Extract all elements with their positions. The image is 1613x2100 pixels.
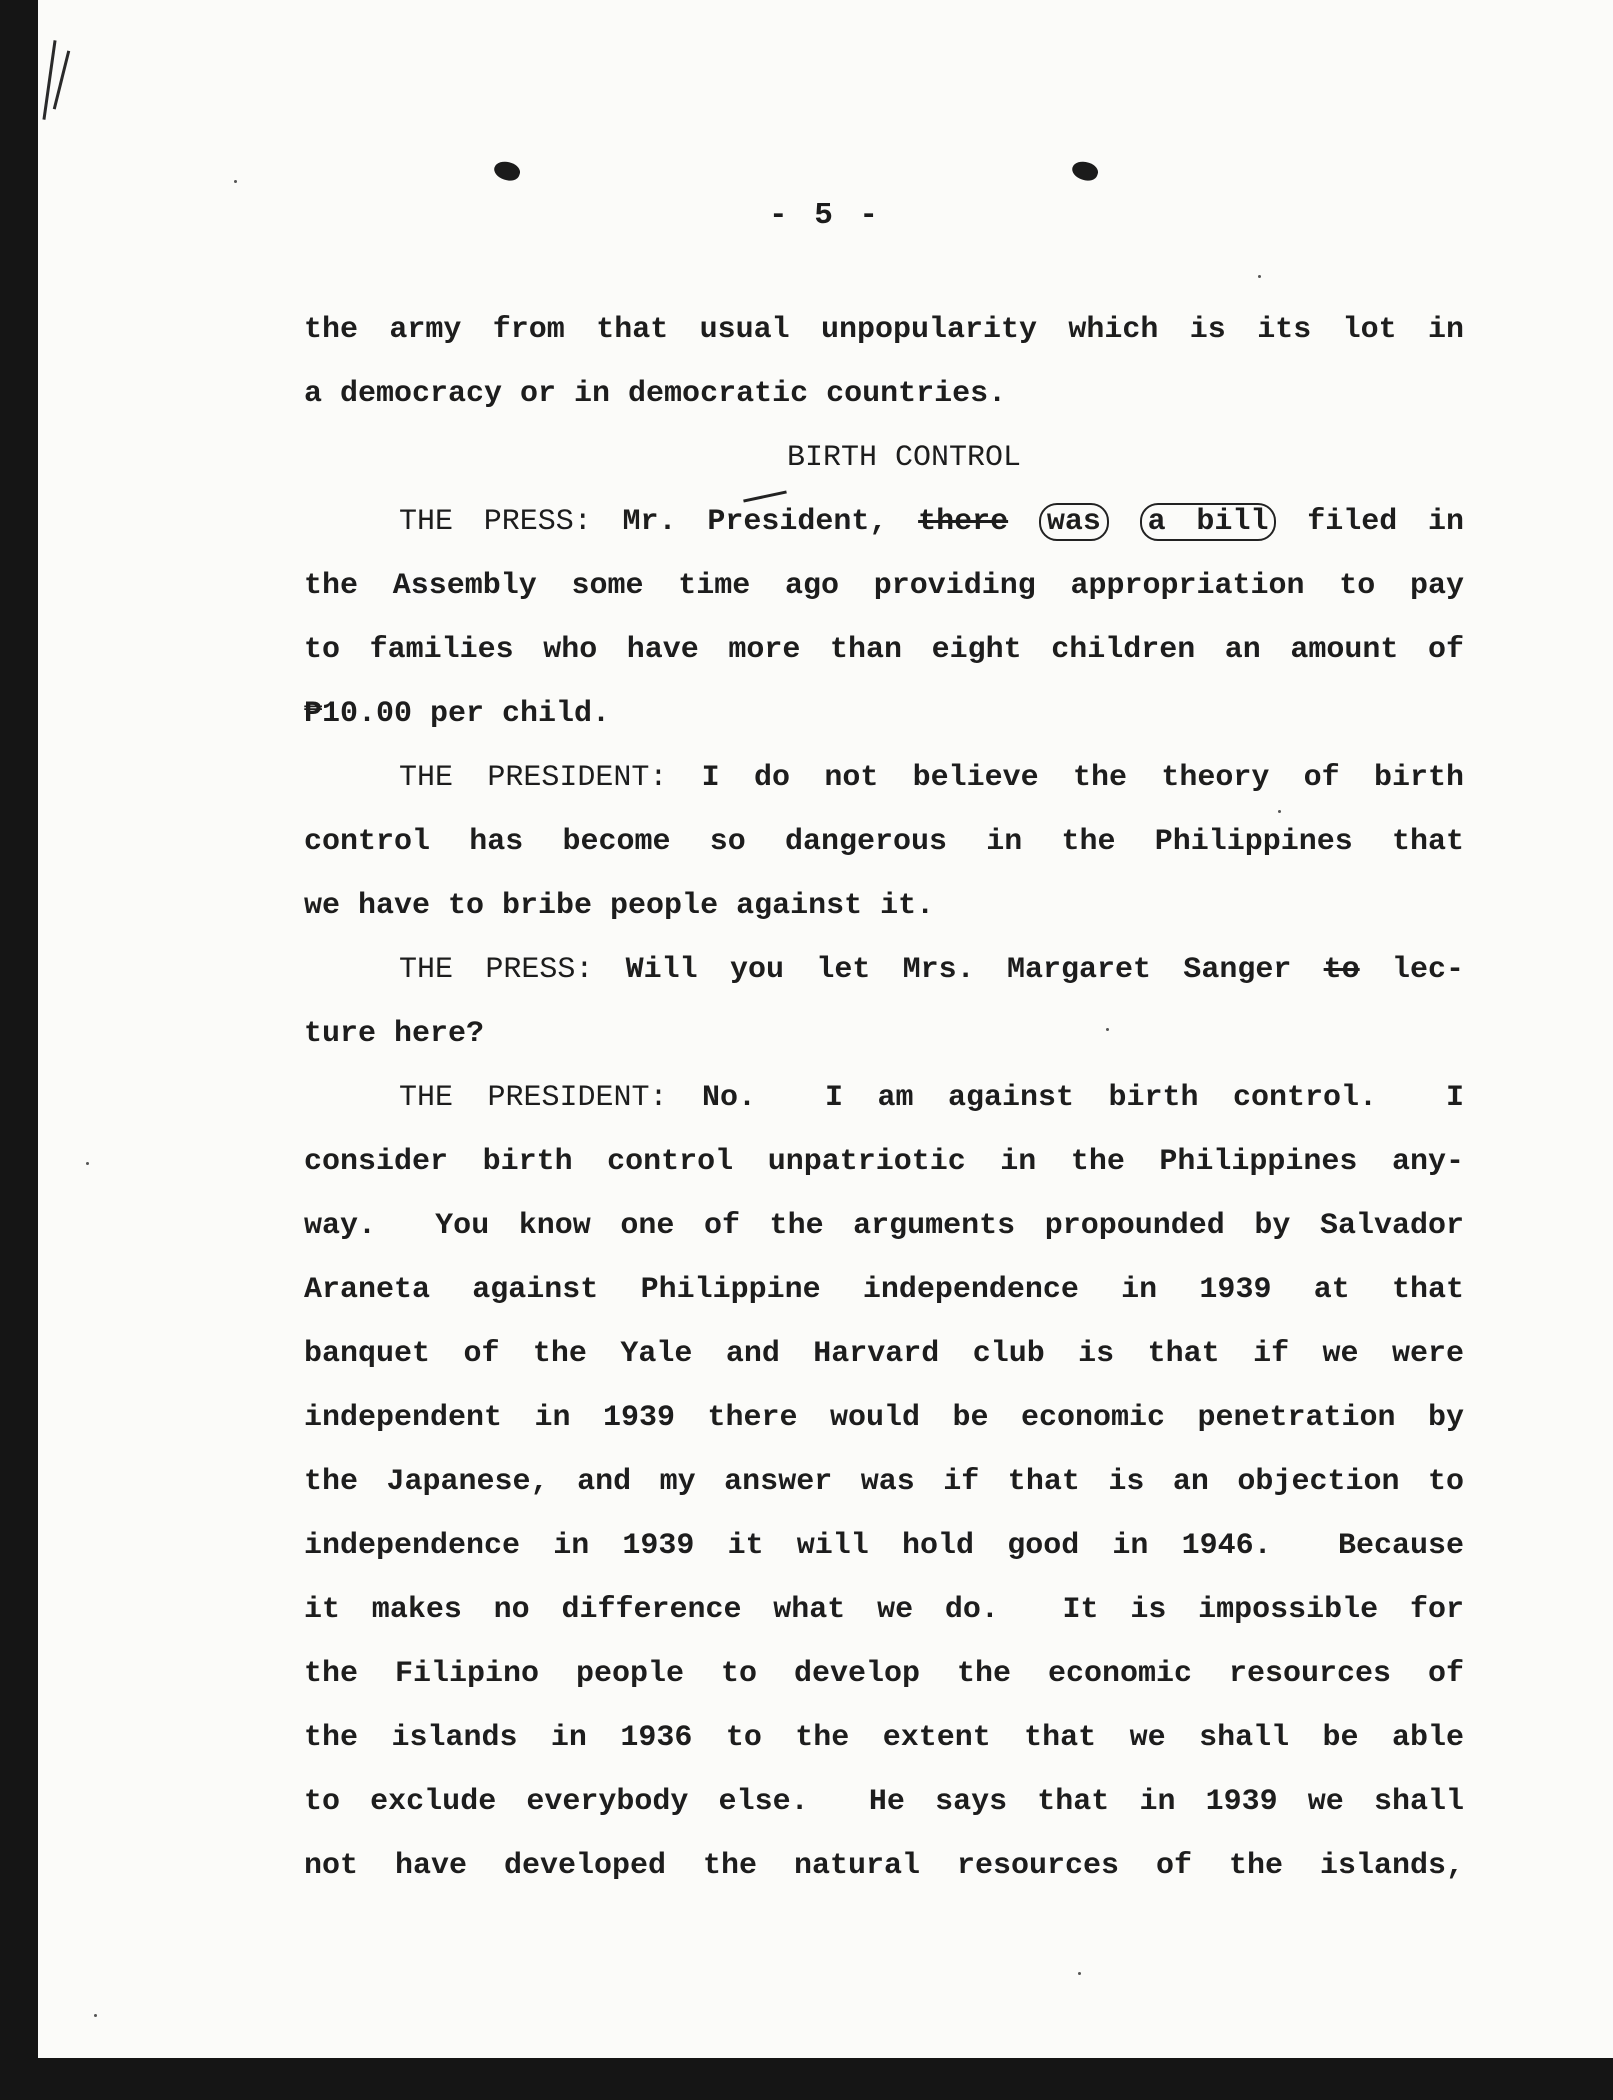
text-line bbox=[304, 1322, 1464, 1386]
text-run: Will you let Mrs. Margaret Sanger bbox=[593, 953, 1324, 987]
speck bbox=[94, 2014, 97, 2017]
text-run: the islands in 1936 to the extent that we shall be able bbox=[304, 1721, 1464, 1755]
text-line bbox=[304, 938, 1464, 1002]
text-run: consider birth control unpatriotic in the Philippines any- bbox=[304, 1145, 1464, 1179]
text-run: to exclude everybody else. He says that in 1939 we shall bbox=[304, 1785, 1464, 1819]
text-line bbox=[304, 1770, 1464, 1834]
speck bbox=[1258, 275, 1261, 278]
text-line bbox=[304, 1578, 1464, 1642]
struck-word: to bbox=[1323, 953, 1360, 987]
text-run: a democracy or in democratic countries. bbox=[304, 377, 1007, 411]
text-line bbox=[304, 362, 1464, 426]
text-run: independent in 1939 there would be economic penetration by bbox=[304, 1401, 1464, 1435]
text-run: banquet of the Yale and Harvard club is that if we were bbox=[304, 1337, 1464, 1371]
text-line bbox=[304, 1066, 1464, 1130]
text-line bbox=[304, 1834, 1464, 1898]
text-run: way. You know one of the arguments propounded by Salvador bbox=[304, 1209, 1464, 1243]
speaker-label: THE PRESIDENT: bbox=[399, 761, 668, 795]
text-run: No. I am against birth control. I bbox=[667, 1081, 1464, 1115]
text-run: ₱10.00 per child. bbox=[304, 697, 611, 731]
text-run bbox=[1008, 505, 1039, 539]
text-run: to families who have more than eight children an amount of bbox=[304, 633, 1464, 667]
text-line bbox=[304, 1194, 1464, 1258]
text-run: we have to bribe people against it. bbox=[304, 889, 935, 923]
text-line bbox=[304, 1450, 1464, 1514]
section-heading bbox=[304, 426, 1464, 490]
text-run: the Assembly some time ago providing appropriation to pay bbox=[304, 569, 1464, 603]
speck bbox=[86, 1162, 89, 1165]
text-run: lec- bbox=[1359, 953, 1465, 987]
speck bbox=[234, 180, 237, 183]
text-line bbox=[304, 1002, 1464, 1066]
text-line bbox=[304, 554, 1464, 618]
text-line bbox=[304, 810, 1464, 874]
text-run: the army from that usual unpopularity which is its lot in bbox=[304, 313, 1464, 347]
text-line bbox=[304, 618, 1464, 682]
punch-hole-left bbox=[492, 158, 522, 183]
text-line bbox=[304, 746, 1464, 810]
text-run bbox=[1109, 505, 1140, 539]
speaker-label: THE PRESIDENT: bbox=[399, 1081, 668, 1115]
text-line bbox=[304, 1258, 1464, 1322]
text-line bbox=[304, 1642, 1464, 1706]
text-run: Araneta against Philippine independence in 1939 at that bbox=[304, 1273, 1464, 1307]
text-run: BIRTH CONTROL bbox=[787, 441, 1022, 475]
text-line bbox=[304, 1386, 1464, 1450]
text-run: the Japanese, and my answer was if that is an objection to bbox=[304, 1465, 1464, 1499]
body-text bbox=[304, 298, 1464, 1898]
text-run: I do not believe the theory of birth bbox=[667, 761, 1464, 795]
text-line bbox=[304, 1706, 1464, 1770]
text-run: Mr. President, bbox=[591, 505, 919, 539]
text-line bbox=[304, 1130, 1464, 1194]
text-run: it makes no difference what we do. It is impossible for bbox=[304, 1593, 1464, 1627]
speaker-label: THE PRESS: bbox=[399, 505, 592, 539]
speaker-label: THE PRESS: bbox=[399, 953, 594, 987]
text-line bbox=[304, 1514, 1464, 1578]
text-run: filed in bbox=[1276, 505, 1464, 539]
text-run: the Filipino people to develop the economic resources of bbox=[304, 1657, 1464, 1691]
typewritten-page bbox=[38, 0, 1613, 2058]
page-number: - 5 - bbox=[768, 198, 882, 233]
struck-word: there bbox=[918, 505, 1009, 539]
speck bbox=[1078, 1972, 1081, 1975]
circled-word: was bbox=[1039, 503, 1109, 541]
text-line bbox=[304, 874, 1464, 938]
text-run: independence in 1939 it will hold good in 1946. Because bbox=[304, 1529, 1464, 1563]
circled-word: a bill bbox=[1140, 503, 1277, 541]
text-line bbox=[304, 298, 1464, 362]
text-run: control has become so dangerous in the Philippines that bbox=[304, 825, 1464, 859]
text-line bbox=[304, 682, 1464, 746]
left-edge-mark-2 bbox=[53, 51, 70, 110]
text-line bbox=[304, 490, 1464, 554]
text-run: ture here? bbox=[304, 1017, 485, 1051]
punch-hole-right bbox=[1070, 158, 1100, 183]
text-run: not have developed the natural resources of the islands, bbox=[304, 1849, 1464, 1883]
